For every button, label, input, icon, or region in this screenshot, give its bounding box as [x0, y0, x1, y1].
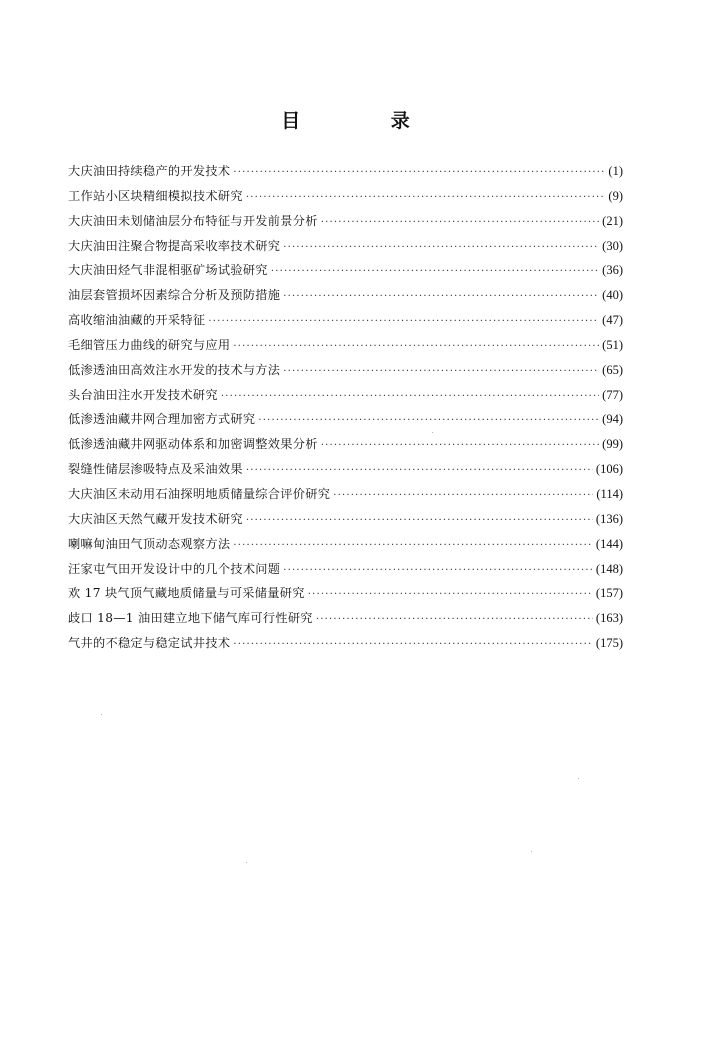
- toc-entry-page: (157): [595, 586, 623, 601]
- toc-entry-title: 低渗透油田高效注水开发的技术与方法: [68, 362, 281, 377]
- dot-leader: [333, 484, 593, 507]
- dot-leader: [233, 335, 599, 358]
- dot-leader: [283, 285, 599, 308]
- toc-entry[interactable]: [68, 507, 623, 532]
- dot-leader: [316, 608, 593, 631]
- dot-leader: [321, 434, 599, 457]
- toc-entry-title: 头台油田注水开发技术研究: [68, 387, 218, 402]
- toc-entry[interactable]: [68, 532, 623, 557]
- toc-entry[interactable]: [68, 159, 623, 184]
- toc-entry-title: 大庆油田注聚合物提高采收率技术研究: [68, 238, 281, 253]
- toc-entry-title: 欢 17 块气顶气藏地质储量与可采储量研究: [68, 586, 305, 601]
- dot-leader: [283, 360, 599, 383]
- toc-entry-page: (94): [602, 412, 623, 427]
- toc-entry-page: (144): [595, 536, 623, 551]
- toc-entry-page: (65): [602, 362, 623, 377]
- toc-entry-title: 喇嘛甸油田气顶动态观察方法: [68, 536, 231, 551]
- toc-entry-title: 低渗透油藏井网驱动体系和加密调整效果分析: [68, 437, 318, 452]
- toc-entry[interactable]: [68, 308, 623, 333]
- toc-entry[interactable]: [68, 358, 623, 383]
- toc-entry-page: (106): [595, 462, 623, 477]
- toc-entry-title: 大庆油田未划储油层分布特征与开发前景分析: [68, 213, 318, 228]
- toc-title: 目 录: [281, 110, 452, 132]
- dot-leader: [246, 459, 593, 482]
- toc-entry-page: (47): [602, 313, 623, 328]
- toc-entry-title: 歧口 18—1 油田建立地下储气库可行性研究: [68, 611, 313, 626]
- toc-entry-title: 大庆油田烃气非混相驱矿场试验研究: [68, 263, 268, 278]
- scan-speck: [101, 714, 102, 715]
- toc-entry-page: (40): [602, 288, 623, 303]
- toc-entry-title: 高收缩油油藏的开采特征: [68, 313, 206, 328]
- scan-speck: [531, 851, 532, 852]
- toc-entry-page: (148): [595, 561, 623, 576]
- dot-leader: [283, 559, 593, 582]
- toc-entry-page: (114): [596, 486, 623, 501]
- toc-entry[interactable]: [68, 209, 623, 234]
- toc-entry-title: 低渗透油藏井网合理加密方式研究: [68, 412, 256, 427]
- toc-entry[interactable]: [68, 283, 623, 308]
- toc-entry-page: (9): [608, 188, 623, 203]
- toc-entry[interactable]: [68, 631, 623, 656]
- scan-speck: [578, 778, 579, 779]
- toc-entry[interactable]: [68, 407, 623, 432]
- dot-leader: [283, 236, 599, 259]
- dot-leader: [233, 633, 593, 656]
- dot-leader: [258, 409, 599, 432]
- toc-entry-page: (77): [602, 387, 623, 402]
- scan-speck: [432, 432, 433, 433]
- toc-entry-title: 油层套管损坏因素综合分析及预防措施: [68, 288, 281, 303]
- toc-entry-title: 毛细管压力曲线的研究与应用: [68, 337, 231, 352]
- dot-leader: [246, 509, 593, 532]
- scan-speck: [246, 862, 247, 863]
- toc-entry[interactable]: [68, 581, 623, 606]
- dot-leader: [246, 186, 606, 209]
- toc-entry[interactable]: [68, 457, 623, 482]
- toc-entry[interactable]: [68, 432, 623, 457]
- toc-entry-title: 大庆油区天然气藏开发技术研究: [68, 511, 243, 526]
- dot-leader: [221, 385, 599, 408]
- toc-entry[interactable]: [68, 234, 623, 259]
- toc-entry-page: (136): [595, 511, 623, 526]
- toc-entry[interactable]: [68, 258, 623, 283]
- toc-entry[interactable]: [68, 557, 623, 582]
- dot-leader: [208, 310, 599, 333]
- toc-entry-title: 汪家屯气田开发设计中的几个技术问题: [68, 561, 281, 576]
- toc-list: [68, 159, 623, 656]
- dot-leader: [233, 534, 593, 557]
- toc-entry-title: 气井的不稳定与稳定试井技术: [68, 636, 231, 651]
- toc-entry-title: 裂缝性储层渗吸特点及采油效果: [68, 462, 243, 477]
- toc-entry[interactable]: [68, 333, 623, 358]
- toc-entry[interactable]: [68, 184, 623, 209]
- toc-entry-page: (51): [602, 337, 623, 352]
- toc-entry-page: (36): [602, 263, 623, 278]
- dot-leader: [233, 161, 605, 184]
- dot-leader: [308, 583, 593, 606]
- dot-leader: [321, 211, 599, 234]
- toc-entry-page: (30): [602, 238, 623, 253]
- toc-entry-page: (21): [602, 213, 623, 228]
- toc-entry-page: (175): [595, 636, 623, 651]
- toc-entry-page: (99): [602, 437, 623, 452]
- dot-leader: [271, 260, 599, 283]
- toc-entry[interactable]: [68, 606, 623, 631]
- toc-entry-page: (163): [595, 611, 623, 626]
- toc-entry[interactable]: [68, 383, 623, 408]
- toc-entry[interactable]: [68, 482, 623, 507]
- toc-entry-title: 大庆油区未动用石油探明地质储量综合评价研究: [68, 486, 331, 501]
- toc-entry-title: 工作站小区块精细模拟技术研究: [68, 188, 243, 203]
- toc-entry-page: (1): [608, 164, 623, 178]
- toc-entry-title: 大庆油田持续稳产的开发技术: [68, 164, 231, 178]
